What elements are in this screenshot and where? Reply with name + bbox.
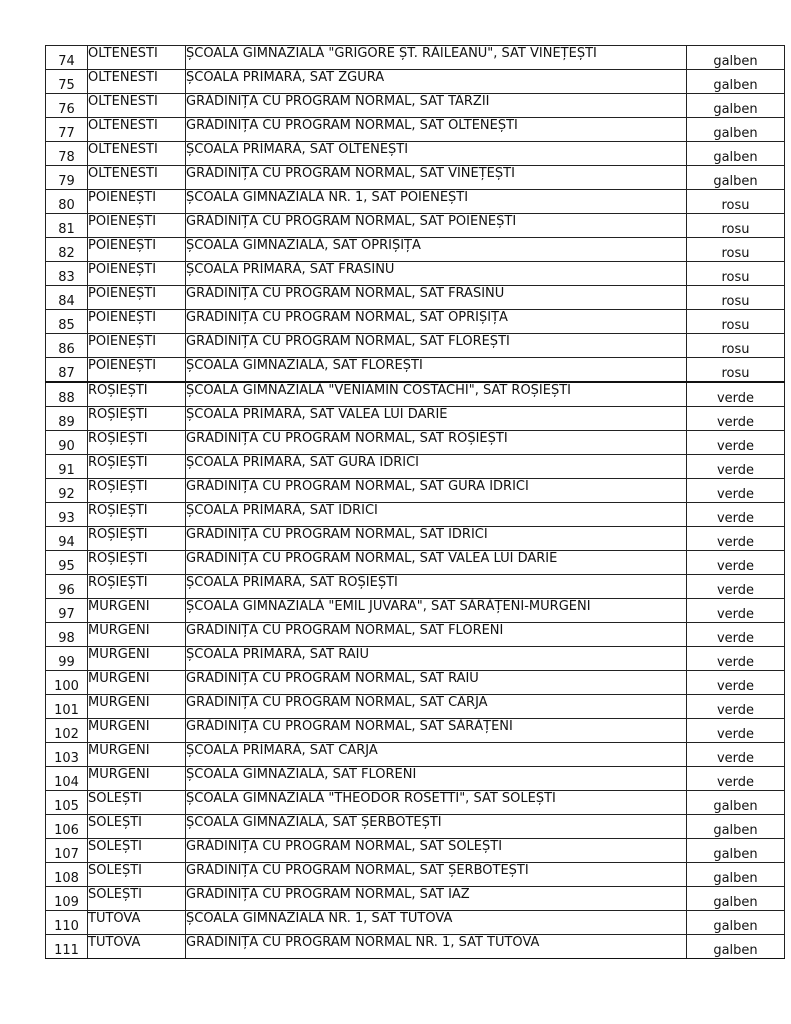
status-code-cell: galben bbox=[687, 70, 785, 94]
table-row bbox=[46, 599, 785, 623]
locality-cell: POIENEȘTI bbox=[88, 286, 186, 310]
table-row bbox=[46, 407, 785, 431]
school-unit-cell: GRĂDINIȚA CU PROGRAM NORMAL, SAT OPRIȘIȚA bbox=[186, 310, 687, 334]
table-row bbox=[46, 479, 785, 503]
locality-cell: POIENEȘTI bbox=[88, 262, 186, 286]
row-number-cell: 87 bbox=[46, 358, 88, 383]
row-number-cell: 98 bbox=[46, 623, 88, 647]
table-row bbox=[46, 743, 785, 767]
row-number-cell: 74 bbox=[46, 46, 88, 70]
schools-table bbox=[45, 45, 785, 959]
table-row bbox=[46, 190, 785, 214]
row-number-cell: 103 bbox=[46, 743, 88, 767]
school-unit-cell: GRĂDINIȚA CU PROGRAM NORMAL, SAT OLTENEȘTI bbox=[186, 118, 687, 142]
locality-cell: ROȘIEȘTI bbox=[88, 503, 186, 527]
school-unit-cell: ȘCOALA PRIMARĂ, SAT OLTENEȘTI bbox=[186, 142, 687, 166]
school-unit-cell: GRĂDINIȚA CU PROGRAM NORMAL, SAT FLOREȘTI bbox=[186, 334, 687, 358]
row-number-cell: 102 bbox=[46, 719, 88, 743]
table-row bbox=[46, 118, 785, 142]
table-row bbox=[46, 863, 785, 887]
school-unit-cell: ȘCOALA GIMNAZIALĂ NR. 1, SAT TUTOVA bbox=[186, 911, 687, 935]
locality-cell: OLTENESTI bbox=[88, 94, 186, 118]
status-code-cell: galben bbox=[687, 118, 785, 142]
row-number-cell: 93 bbox=[46, 503, 88, 527]
row-number-cell: 90 bbox=[46, 431, 88, 455]
status-code-cell: verde bbox=[687, 599, 785, 623]
school-unit-cell: ȘCOALA PRIMARĂ, SAT FRASINU bbox=[186, 262, 687, 286]
status-code-cell: galben bbox=[687, 935, 785, 959]
status-code-cell: rosu bbox=[687, 334, 785, 358]
table-row bbox=[46, 70, 785, 94]
locality-cell: ROȘIEȘTI bbox=[88, 382, 186, 407]
status-code-cell: rosu bbox=[687, 238, 785, 262]
locality-cell: OLTENESTI bbox=[88, 166, 186, 190]
row-number-cell: 89 bbox=[46, 407, 88, 431]
row-number-cell: 108 bbox=[46, 863, 88, 887]
table-row bbox=[46, 334, 785, 358]
table-row bbox=[46, 310, 785, 334]
school-unit-cell: ȘCOALA PRIMARĂ, SAT ZGURA bbox=[186, 70, 687, 94]
school-unit-cell: ȘCOALA PRIMARĂ, SAT RAIU bbox=[186, 647, 687, 671]
status-code-cell: galben bbox=[687, 863, 785, 887]
locality-cell: ROȘIEȘTI bbox=[88, 527, 186, 551]
school-unit-cell: ȘCOALA GIMNAZIALĂ NR. 1, SAT POIENEȘTI bbox=[186, 190, 687, 214]
row-number-cell: 91 bbox=[46, 455, 88, 479]
table-row bbox=[46, 719, 785, 743]
locality-cell: ROȘIEȘTI bbox=[88, 431, 186, 455]
row-number-cell: 101 bbox=[46, 695, 88, 719]
locality-cell: TUTOVA bbox=[88, 935, 186, 959]
status-code-cell: verde bbox=[687, 382, 785, 407]
school-unit-cell: ȘCOALA GIMNAZIALĂ, SAT ȘERBOTEȘTI bbox=[186, 815, 687, 839]
row-number-cell: 82 bbox=[46, 238, 88, 262]
status-code-cell: verde bbox=[687, 623, 785, 647]
status-code-cell: verde bbox=[687, 743, 785, 767]
status-code-cell: verde bbox=[687, 575, 785, 599]
school-unit-cell: ȘCOALA PRIMARĂ, SAT VALEA LUI DARIE bbox=[186, 407, 687, 431]
table-row bbox=[46, 935, 785, 959]
status-code-cell: verde bbox=[687, 671, 785, 695]
table-row bbox=[46, 791, 785, 815]
status-code-cell: verde bbox=[687, 455, 785, 479]
table-row bbox=[46, 911, 785, 935]
school-unit-cell: GRĂDINIȚA CU PROGRAM NORMAL NR. 1, SAT TUTOVA bbox=[186, 935, 687, 959]
table-row bbox=[46, 623, 785, 647]
status-code-cell: verde bbox=[687, 695, 785, 719]
status-code-cell: verde bbox=[687, 551, 785, 575]
locality-cell: SOLEȘTI bbox=[88, 815, 186, 839]
status-code-cell: rosu bbox=[687, 214, 785, 238]
table-row bbox=[46, 671, 785, 695]
locality-cell: MURGENI bbox=[88, 599, 186, 623]
school-unit-cell: GRĂDINIȚA CU PROGRAM NORMAL, SAT POIENEȘTI bbox=[186, 214, 687, 238]
school-unit-cell: GRĂDINIȚA CU PROGRAM NORMAL, SAT ȘERBOTEȘTI bbox=[186, 863, 687, 887]
locality-cell: SOLEȘTI bbox=[88, 863, 186, 887]
row-number-cell: 95 bbox=[46, 551, 88, 575]
table-row bbox=[46, 431, 785, 455]
status-code-cell: galben bbox=[687, 791, 785, 815]
table-row bbox=[46, 166, 785, 190]
school-unit-cell: ȘCOALA GIMNAZIALĂ "THEODOR ROSETTI", SAT SOLEȘTI bbox=[186, 791, 687, 815]
row-number-cell: 78 bbox=[46, 142, 88, 166]
row-number-cell: 110 bbox=[46, 911, 88, 935]
table-row bbox=[46, 262, 785, 286]
table-row bbox=[46, 94, 785, 118]
table-row bbox=[46, 575, 785, 599]
locality-cell: ROȘIEȘTI bbox=[88, 407, 186, 431]
school-unit-cell: ȘCOALA GIMNAZIALĂ "VENIAMIN COSTACHI", SAT ROȘIEȘTI bbox=[186, 382, 687, 407]
school-unit-cell: GRĂDINIȚA CU PROGRAM NORMAL, SAT VALEA LUI DARIE bbox=[186, 551, 687, 575]
status-code-cell: galben bbox=[687, 46, 785, 70]
table-row bbox=[46, 695, 785, 719]
school-unit-cell: GRĂDINIȚA CU PROGRAM NORMAL, SAT IDRICI bbox=[186, 527, 687, 551]
table-row bbox=[46, 503, 785, 527]
status-code-cell: verde bbox=[687, 503, 785, 527]
status-code-cell: verde bbox=[687, 719, 785, 743]
row-number-cell: 104 bbox=[46, 767, 88, 791]
locality-cell: TUTOVA bbox=[88, 911, 186, 935]
school-unit-cell: ȘCOALA PRIMARĂ, SAT CÂRJA bbox=[186, 743, 687, 767]
table-row bbox=[46, 238, 785, 262]
table-row bbox=[46, 767, 785, 791]
school-unit-cell: GRĂDINIȚA CU PROGRAM NORMAL, SAT VINEȚEȘTI bbox=[186, 166, 687, 190]
locality-cell: MURGENI bbox=[88, 743, 186, 767]
school-unit-cell: ȘCOALA PRIMARĂ, SAT GURA IDRICI bbox=[186, 455, 687, 479]
locality-cell: MURGENI bbox=[88, 623, 186, 647]
school-unit-cell: GRĂDINIȚA CU PROGRAM NORMAL, SAT ROȘIEȘTI bbox=[186, 431, 687, 455]
school-unit-cell: GRĂDINIȚA CU PROGRAM NORMAL, SAT SĂRĂȚENI bbox=[186, 719, 687, 743]
school-unit-cell: ȘCOALA GIMNAZIALĂ, SAT FLOREȘTI bbox=[186, 358, 687, 383]
school-unit-cell: ȘCOALA GIMNAZIALĂ, SAT OPRIȘIȚA bbox=[186, 238, 687, 262]
row-number-cell: 80 bbox=[46, 190, 88, 214]
locality-cell: ROȘIEȘTI bbox=[88, 551, 186, 575]
row-number-cell: 85 bbox=[46, 310, 88, 334]
locality-cell: POIENEȘTI bbox=[88, 190, 186, 214]
table-row bbox=[46, 839, 785, 863]
table-row bbox=[46, 286, 785, 310]
school-unit-cell: GRĂDINIȚA CU PROGRAM NORMAL, SAT GURA IDRICI bbox=[186, 479, 687, 503]
row-number-cell: 79 bbox=[46, 166, 88, 190]
status-code-cell: galben bbox=[687, 887, 785, 911]
row-number-cell: 94 bbox=[46, 527, 88, 551]
row-number-cell: 105 bbox=[46, 791, 88, 815]
row-number-cell: 83 bbox=[46, 262, 88, 286]
row-number-cell: 100 bbox=[46, 671, 88, 695]
table-row bbox=[46, 551, 785, 575]
row-number-cell: 96 bbox=[46, 575, 88, 599]
locality-cell: ROȘIEȘTI bbox=[88, 455, 186, 479]
school-unit-cell: GRĂDINIȚA CU PROGRAM NORMAL, SAT TÂRZII bbox=[186, 94, 687, 118]
school-unit-cell: ȘCOALA GIMNAZIALĂ, SAT FLORENI bbox=[186, 767, 687, 791]
table-row bbox=[46, 455, 785, 479]
row-number-cell: 109 bbox=[46, 887, 88, 911]
table-row bbox=[46, 214, 785, 238]
row-number-cell: 106 bbox=[46, 815, 88, 839]
status-code-cell: galben bbox=[687, 911, 785, 935]
status-code-cell: rosu bbox=[687, 286, 785, 310]
school-unit-cell: GRĂDINIȚA CU PROGRAM NORMAL, SAT IAZ bbox=[186, 887, 687, 911]
school-unit-cell: GRĂDINIȚA CU PROGRAM NORMAL, SAT CÂRJA bbox=[186, 695, 687, 719]
row-number-cell: 97 bbox=[46, 599, 88, 623]
table-body bbox=[46, 46, 785, 959]
status-code-cell: galben bbox=[687, 142, 785, 166]
locality-cell: POIENEȘTI bbox=[88, 334, 186, 358]
locality-cell: ROȘIEȘTI bbox=[88, 479, 186, 503]
locality-cell: POIENEȘTI bbox=[88, 214, 186, 238]
table-row bbox=[46, 887, 785, 911]
school-unit-cell: GRĂDINIȚA CU PROGRAM NORMAL, SAT FRASINU bbox=[186, 286, 687, 310]
table-row bbox=[46, 142, 785, 166]
status-code-cell: galben bbox=[687, 166, 785, 190]
locality-cell: POIENEȘTI bbox=[88, 358, 186, 383]
locality-cell: MURGENI bbox=[88, 695, 186, 719]
status-code-cell: verde bbox=[687, 527, 785, 551]
table-row bbox=[46, 647, 785, 671]
locality-cell: OLTENESTI bbox=[88, 142, 186, 166]
status-code-cell: verde bbox=[687, 431, 785, 455]
row-number-cell: 86 bbox=[46, 334, 88, 358]
school-unit-cell: GRĂDINIȚA CU PROGRAM NORMAL, SAT SOLEȘTI bbox=[186, 839, 687, 863]
locality-cell: OLTENESTI bbox=[88, 70, 186, 94]
row-number-cell: 81 bbox=[46, 214, 88, 238]
table-row bbox=[46, 46, 785, 70]
table-row bbox=[46, 815, 785, 839]
locality-cell: SOLEȘTI bbox=[88, 791, 186, 815]
school-unit-cell: ȘCOALA GIMNAZIALĂ "GRIGORE ȘT. RĂILEANU", SAT VINEȚEȘTI bbox=[186, 46, 687, 70]
row-number-cell: 75 bbox=[46, 70, 88, 94]
status-code-cell: rosu bbox=[687, 310, 785, 334]
locality-cell: SOLEȘTI bbox=[88, 887, 186, 911]
status-code-cell: verde bbox=[687, 479, 785, 503]
school-unit-cell: ȘCOALA PRIMARĂ, SAT ROȘIEȘTI bbox=[186, 575, 687, 599]
locality-cell: SOLEȘTI bbox=[88, 839, 186, 863]
status-code-cell: verde bbox=[687, 407, 785, 431]
row-number-cell: 76 bbox=[46, 94, 88, 118]
status-code-cell: galben bbox=[687, 94, 785, 118]
status-code-cell: galben bbox=[687, 815, 785, 839]
locality-cell: ROȘIEȘTI bbox=[88, 575, 186, 599]
row-number-cell: 99 bbox=[46, 647, 88, 671]
status-code-cell: rosu bbox=[687, 190, 785, 214]
school-unit-cell: GRĂDINIȚA CU PROGRAM NORMAL, SAT FLORENI bbox=[186, 623, 687, 647]
row-number-cell: 111 bbox=[46, 935, 88, 959]
table-row bbox=[46, 382, 785, 407]
status-code-cell: galben bbox=[687, 839, 785, 863]
table-row bbox=[46, 358, 785, 383]
school-unit-cell: GRĂDINIȚA CU PROGRAM NORMAL, SAT RAIU bbox=[186, 671, 687, 695]
locality-cell: MURGENI bbox=[88, 671, 186, 695]
school-unit-cell: ȘCOALA PRIMARĂ, SAT IDRICI bbox=[186, 503, 687, 527]
locality-cell: MURGENI bbox=[88, 647, 186, 671]
locality-cell: OLTENESTI bbox=[88, 46, 186, 70]
row-number-cell: 92 bbox=[46, 479, 88, 503]
locality-cell: POIENEȘTI bbox=[88, 310, 186, 334]
row-number-cell: 77 bbox=[46, 118, 88, 142]
locality-cell: MURGENI bbox=[88, 719, 186, 743]
status-code-cell: verde bbox=[687, 647, 785, 671]
locality-cell: POIENEȘTI bbox=[88, 238, 186, 262]
school-unit-cell: ȘCOALA GIMNAZIALĂ "EMIL JUVARA", SAT SĂRĂȚENI-MURGENI bbox=[186, 599, 687, 623]
row-number-cell: 88 bbox=[46, 382, 88, 407]
locality-cell: OLTENESTI bbox=[88, 118, 186, 142]
status-code-cell: rosu bbox=[687, 358, 785, 383]
status-code-cell: verde bbox=[687, 767, 785, 791]
locality-cell: MURGENI bbox=[88, 767, 186, 791]
row-number-cell: 84 bbox=[46, 286, 88, 310]
row-number-cell: 107 bbox=[46, 839, 88, 863]
status-code-cell: rosu bbox=[687, 262, 785, 286]
table-row bbox=[46, 527, 785, 551]
